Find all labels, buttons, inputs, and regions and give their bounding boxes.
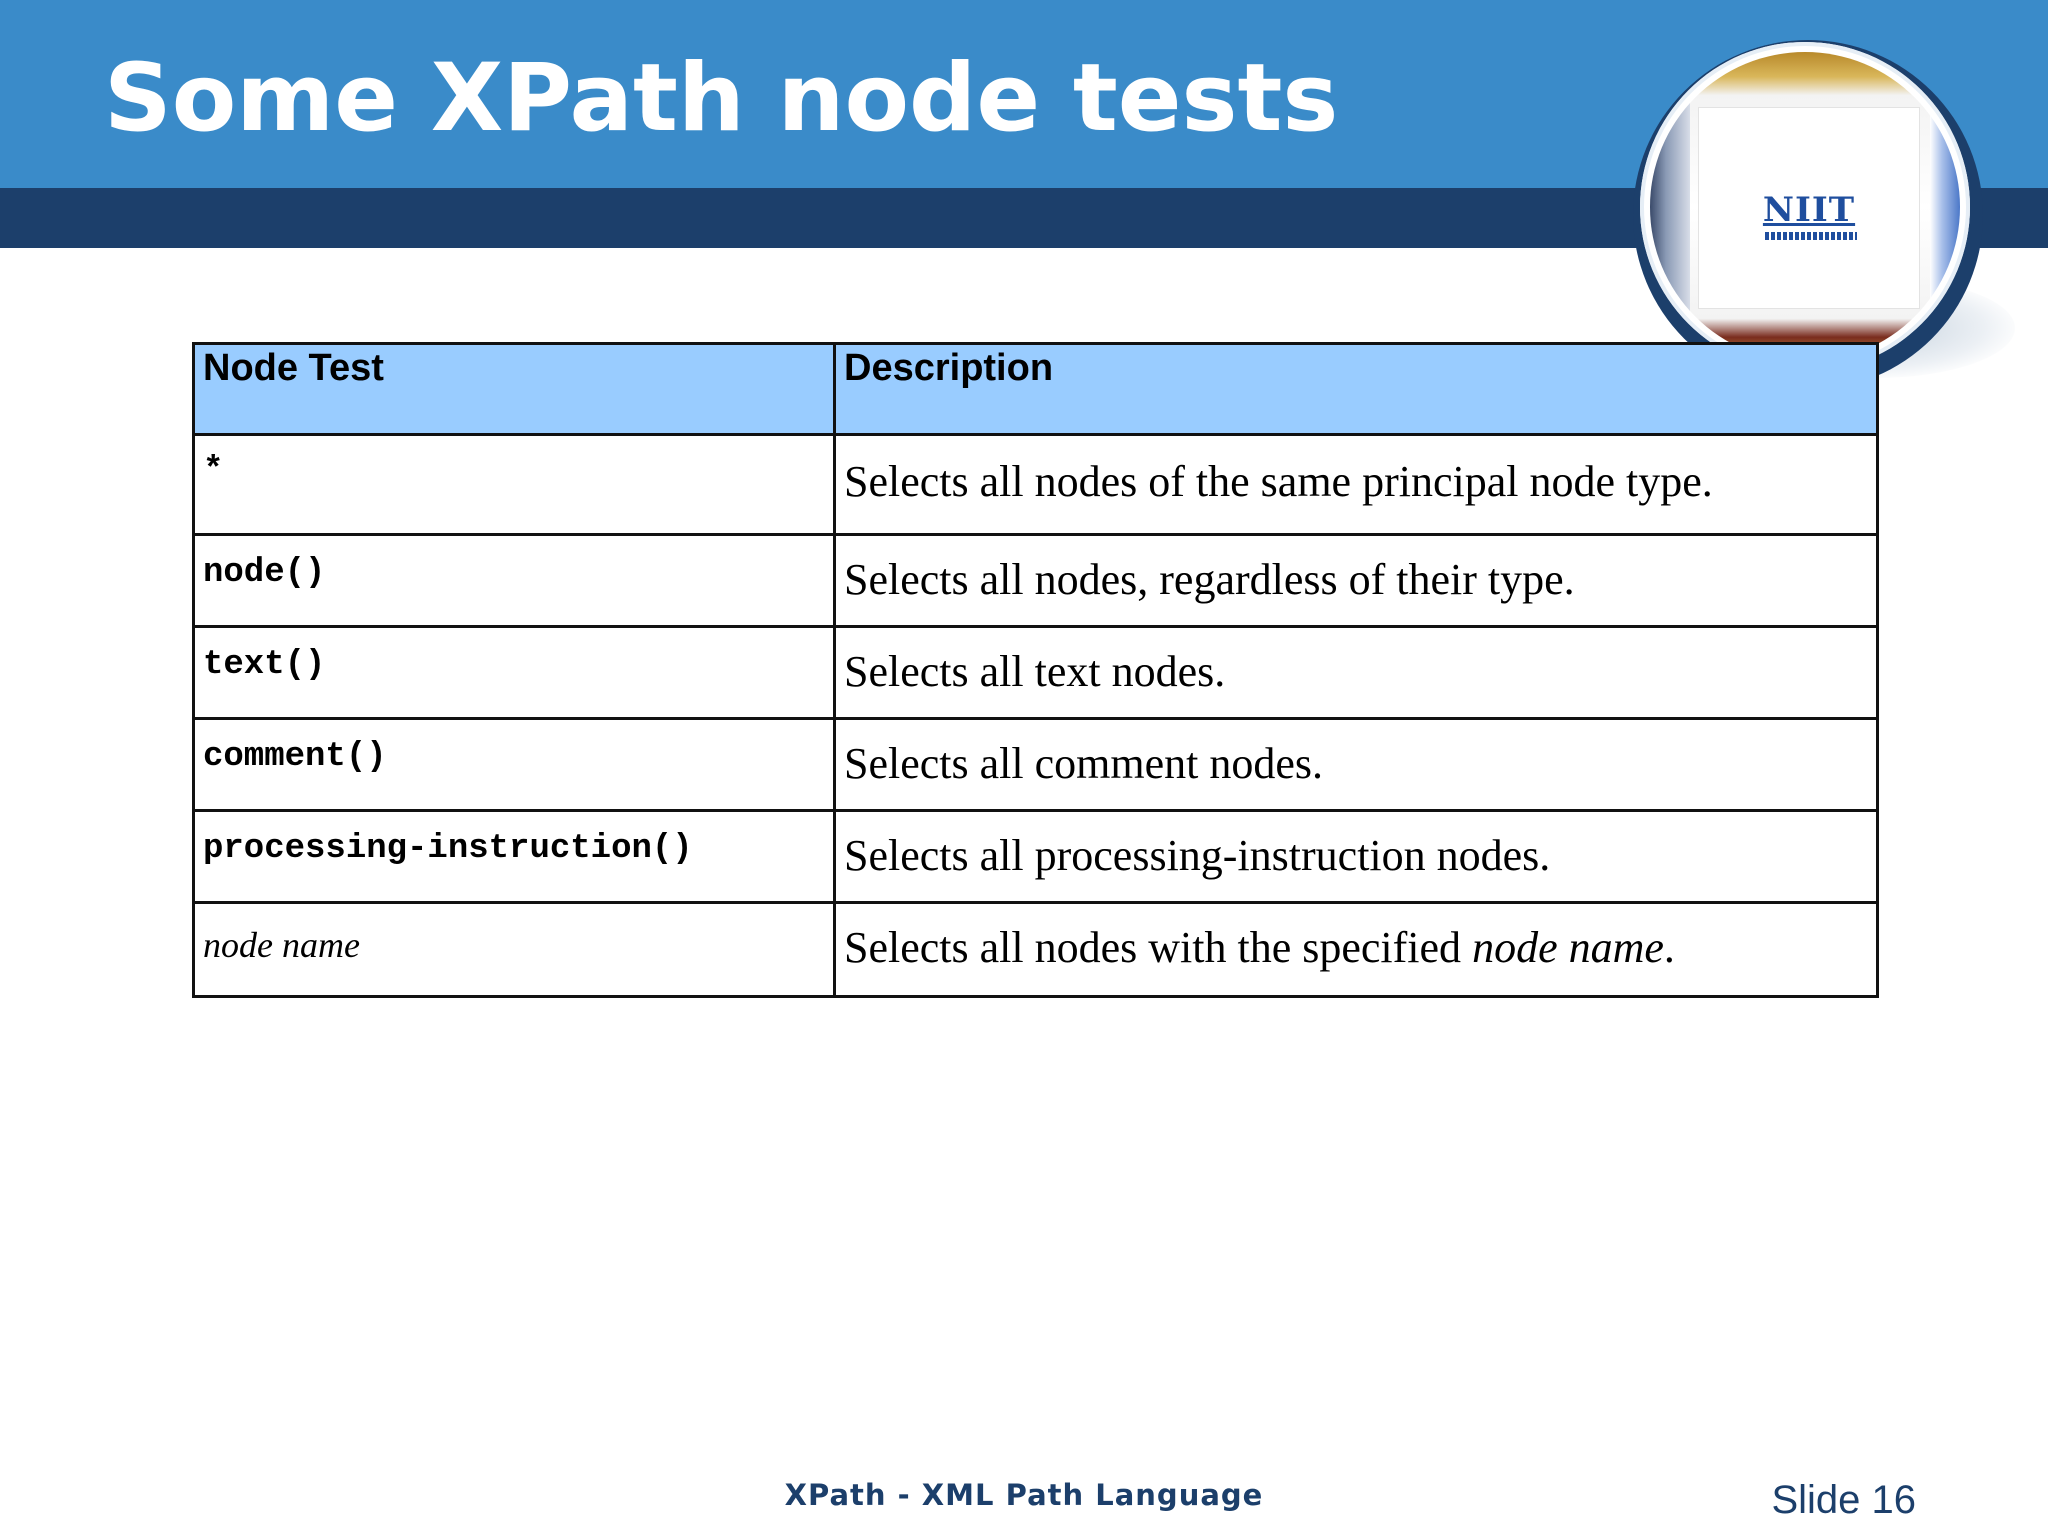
- description-cell: Selects all processing-instruction nodes.: [835, 811, 1878, 903]
- table-row: [194, 903, 1878, 997]
- description-cell: Selects all nodes, regardless of their type.: [835, 535, 1878, 627]
- node-test-cell: node(): [194, 535, 835, 627]
- node-test-cell: text(): [194, 627, 835, 719]
- node-test-cell: *: [194, 435, 835, 535]
- slide-number: Slide 16: [1771, 1478, 1916, 1522]
- node-test-table: [192, 342, 1879, 998]
- table-row: [194, 811, 1878, 903]
- table-row: [194, 719, 1878, 811]
- table-row: [194, 535, 1878, 627]
- description-cell: [835, 903, 1878, 997]
- description-text: Selects all nodes with the specified: [844, 923, 1473, 972]
- header-description: Description: [835, 344, 1878, 435]
- header-node-test: Node Test: [194, 344, 835, 435]
- description-suffix: .: [1663, 923, 1675, 972]
- logo-text: NIIT: [1762, 190, 1856, 230]
- description-cell: Selects all text nodes.: [835, 627, 1878, 719]
- description-cell: Selects all comment nodes.: [835, 719, 1878, 811]
- niit-logo-badge-icon: [1640, 42, 1970, 372]
- logo-photo: [1650, 52, 1960, 362]
- table-header-row: [194, 344, 1878, 435]
- footer-title: XPath - XML Path Language: [784, 1478, 1264, 1512]
- slide-title: Some XPath node tests: [104, 44, 1339, 153]
- table-row: [194, 435, 1878, 535]
- logo-subtext: [1765, 232, 1857, 240]
- description-emphasis: node name: [1472, 923, 1664, 972]
- node-test-cell: comment(): [194, 719, 835, 811]
- description-cell: Selects all nodes of the same principal node type.: [835, 435, 1878, 535]
- node-test-cell: node name: [194, 903, 835, 997]
- logo-card: [1698, 107, 1920, 309]
- node-test-cell: processing-instruction(): [194, 811, 835, 903]
- table-row: [194, 627, 1878, 719]
